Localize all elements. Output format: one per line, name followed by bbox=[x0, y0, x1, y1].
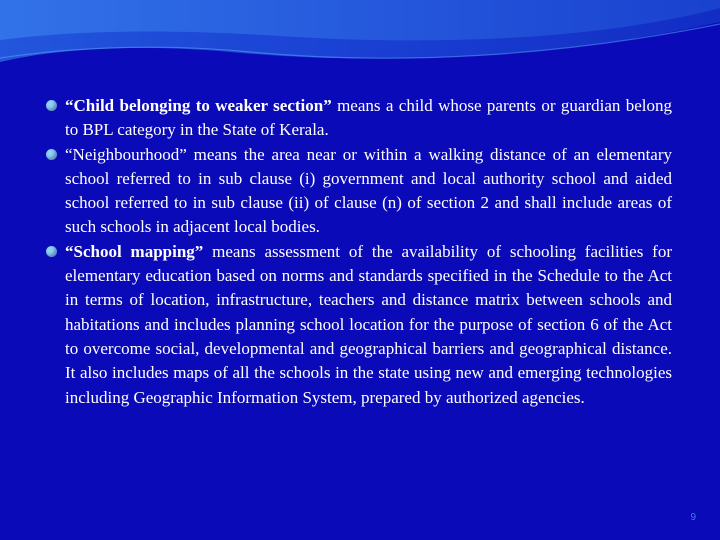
list-item bbox=[65, 94, 672, 143]
definition-term: “Neighbourhood” bbox=[65, 144, 187, 164]
list-item bbox=[65, 143, 672, 240]
definition-term: “School mapping” bbox=[65, 241, 204, 261]
definition-text: means assessment of the availability of schooling facilities for elementary education based on norms and standards specified in the Schedule to the Act in terms of location, infrastructure, teachers and distance matrix between schools and habitations and includes planning school location for the purpose of section 6 of the Act to overcome social, developmental and geographical barriers and geographical distance. It also includes maps of all the schools in the state using new and emerging technologies including Geographic Information System, prepared by authorized agencies. bbox=[65, 241, 673, 407]
top-wave-decoration bbox=[0, 0, 720, 90]
page-number: 9 bbox=[690, 512, 696, 523]
bullet-icon bbox=[46, 149, 57, 160]
definition-text: means the area near or within a walking distance of an elementary school referred to in sub clause (i) government and local authority school and aided school referred to in sub clause (ii) of clause (n) of section 2 and shall include areas of such schools in adjacent local bodies. bbox=[65, 144, 672, 237]
list-item bbox=[65, 240, 672, 410]
bullet-icon bbox=[46, 246, 57, 257]
definition-term: “Child belonging to weaker section” bbox=[65, 96, 332, 115]
bullet-icon bbox=[46, 100, 57, 111]
definitions-list bbox=[0, 94, 720, 410]
definition-text: means a child whose parents or guardian belong to BPL category in the State of Kerala. bbox=[65, 96, 673, 140]
